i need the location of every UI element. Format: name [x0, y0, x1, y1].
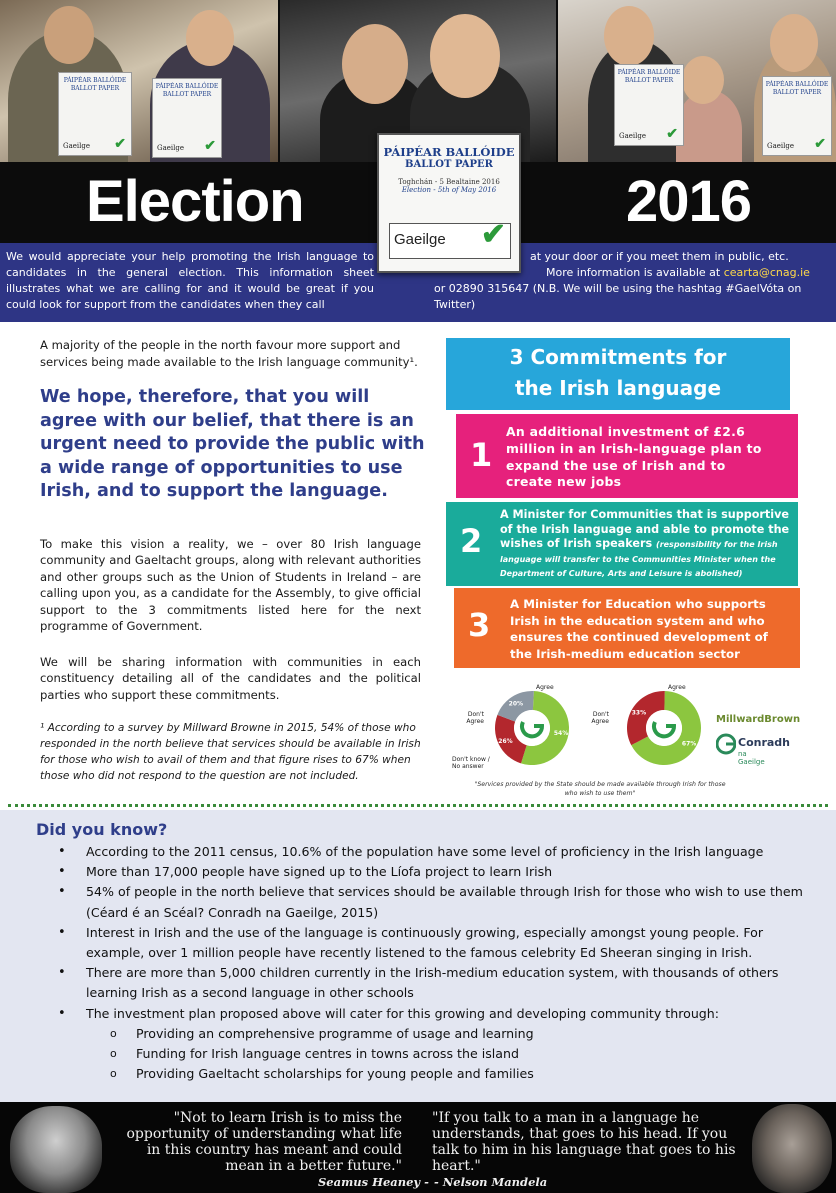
- pie2-agree-label: Agree: [668, 684, 686, 691]
- title-election: Election: [86, 169, 304, 234]
- heaney-quote: "Not to learn Irish is to miss the opportunity of understanding what life in this country has meant and could mean in a better future.": [126, 1110, 402, 1174]
- email-link[interactable]: cearta@cnag.ie: [723, 266, 810, 279]
- sublist-item: o Providing an comprehensive programme of usage and learning: [110, 1024, 818, 1044]
- sublist-item: o Funding for Irish language centres in towns across the island: [110, 1044, 818, 1064]
- list-item: • 54% of people in the north believe that services should be available through Irish for those who wish to use them (Céard é an Scéal? Conradh na Gaeilge, 2015): [58, 882, 818, 922]
- commitment-2: [446, 502, 798, 586]
- commitment-1: [456, 414, 798, 498]
- mini-ballot: PÁIPÉAR BALLÓIDE BALLOT PAPER Gaeilge ✔: [152, 78, 222, 158]
- commitment-text: A Minister for Education who supports Irish in the education system and who ensures the continued development of the Irish-medium education sector: [510, 597, 768, 661]
- commitment-text: A Minister for Communities that is supportive of the Irish language and able to promote the wishes of Irish speakers (responsibility for the Irish language will transfer to the Communities Minister when the Department of Culture, Arts and Leisure is abolished): [500, 508, 790, 579]
- commitments-heading: 3 Commitments for the Irish language: [446, 338, 790, 410]
- pie1-value-label-2: 26%: [498, 737, 513, 745]
- pie1-dont-agree-label: Don't Agree: [466, 711, 484, 725]
- conradh-logo: Conradh na Gaeilge: [716, 732, 736, 760]
- list-item: • More than 17,000 people have signed up to the Líofa project to learn Irish: [58, 862, 818, 882]
- list-item: • Interest in Irish and the use of the language is continuously growing, especially amongst young people. For example, over 1 million people have recently listened to the famous celebrity Ed Sheeran singing in Irish.: [58, 923, 818, 963]
- survey-footnote: ¹ According to a survey by Millward Browne in 2015, 54% of those who responded in the north believe that services should be available in Irish for those who wish to avail of them and that figure rises to 67% when those who did not respond to the question are not included.: [40, 722, 421, 782]
- commitment-number: 2: [460, 522, 483, 560]
- commitment-text: An additional investment of £2.6 million in an Irish-language plan to expand the use of Irish and to create new jobs: [506, 424, 762, 490]
- intro-text-right: at your door or if you meet them in public, etc. More information is available at cearta@cnag.ie or 02890 315647 (N.B. We will be using the hashtag #GaelVóta on Twitter): [434, 250, 810, 311]
- did-you-know-sublist: [110, 1024, 818, 1085]
- pie1-value-label-3: 20%: [508, 700, 524, 708]
- check-icon: ✔: [480, 217, 506, 252]
- commitment-3: [454, 588, 800, 668]
- sharing-paragraph: We will be sharing information with communities in each constituency detailing all of the candidates and the political parties who support these commitments.: [40, 655, 421, 702]
- mandela-author: - Nelson Mandela: [434, 1175, 548, 1189]
- headline-statement: We hope, therefore, that you will agree with our belief, that there is an urgent need to provide the public with a wide range of opportunities to use Irish, and to support the language.: [40, 387, 425, 502]
- pie1-agree-label: Agree: [536, 684, 554, 691]
- ballot-choice-box: Gaeilge ✔: [389, 223, 511, 259]
- mini-ballot: PÁIPÉAR BALLÓIDE BALLOT PAPER Gaeilge ✔: [762, 76, 832, 156]
- heaney-portrait: [10, 1106, 102, 1193]
- mini-ballot: PÁIPÉAR BALLÓIDE BALLOT PAPER Gaeilge ✔: [58, 72, 132, 156]
- pie1-center: [514, 710, 550, 746]
- conradh-icon: [716, 732, 736, 756]
- section-divider: [8, 804, 828, 807]
- pie2-center: [646, 710, 682, 746]
- commitment-number: 3: [468, 606, 491, 644]
- vision-paragraph: To make this vision a reality, we – over 80 Irish language community and Gaeltacht groups, along with relevant authorities and other groups such as the Union of Students in Ireland – are calling upon you, as a candidate for the Assembly, to give official support to the 3 commitments listed here for the next programme of Government.: [40, 537, 421, 634]
- campaign-photo-3: [558, 0, 836, 162]
- pie1-dont-know-label: Don't know / No answer: [452, 756, 490, 770]
- did-you-know-title: Did you know?: [36, 820, 168, 839]
- intro-text-left: We would appreciate your help promoting the Irish language to candidates in the general election. This information sheet illustrates what we are calling for and it would be great if you could look for support from the candidates when they call: [6, 250, 374, 311]
- list-item: • According to the 2011 census, 10.6% of the population have some level of proficiency in the Irish language: [58, 842, 818, 862]
- did-you-know-list: [58, 842, 818, 1084]
- mandela-portrait: [752, 1104, 832, 1193]
- majority-paragraph: A majority of the people in the north favour more support and services being made available to the Irish language community¹.: [40, 338, 418, 369]
- commitment-note: (responsibility for the Irish language will transfer to the Communities Minister when the Department of Culture, Arts and Leisure is abolished): [500, 540, 778, 579]
- survey-question-note: "Services provided by the State should be made available through Irish for those who wish to use them": [474, 781, 726, 797]
- pie2-value-label-1: 67%: [681, 740, 697, 748]
- millward-brown-logo: MillwardBrown: [716, 714, 801, 725]
- campaign-photo-1: [0, 0, 278, 162]
- mandela-quote: "If you talk to a man in a language he understands, that goes to his head. If you talk to him in his language that goes to his heart.": [432, 1110, 736, 1174]
- mini-ballot: PÁIPÉAR BALLÓIDE BALLOT PAPER Gaeilge ✔: [614, 64, 684, 146]
- ballot-paper: PÁIPÉAR BALLÓIDE BALLOT PAPER Toghchán - 5 Bealtaine 2016 Election - 5th of May 2016 Gaeilge ✔: [377, 133, 521, 273]
- pie1-value-label-1: 54%: [553, 730, 569, 738]
- title-year: 2016: [626, 169, 752, 234]
- sublist-item: o Providing Gaeltacht scholarships for young people and families: [110, 1064, 818, 1084]
- pie2-dont-agree-label: Don't Agree: [591, 711, 609, 725]
- list-item: • The investment plan proposed above will cater for this growing and developing community through: o Providing an comprehensive programme of usage and learning o Funding for Irish language centres in towns across the island o Providing Gaeltacht scholarships for young people and families: [58, 1004, 818, 1085]
- heaney-author: Seamus Heaney -: [318, 1175, 429, 1189]
- list-item: • There are more than 5,000 children currently in the Irish-medium education system, with thousands of others learning Irish as a second language in other schools: [58, 963, 818, 1003]
- pie2-value-label-2: 33%: [631, 709, 647, 717]
- commitment-number: 1: [470, 436, 493, 474]
